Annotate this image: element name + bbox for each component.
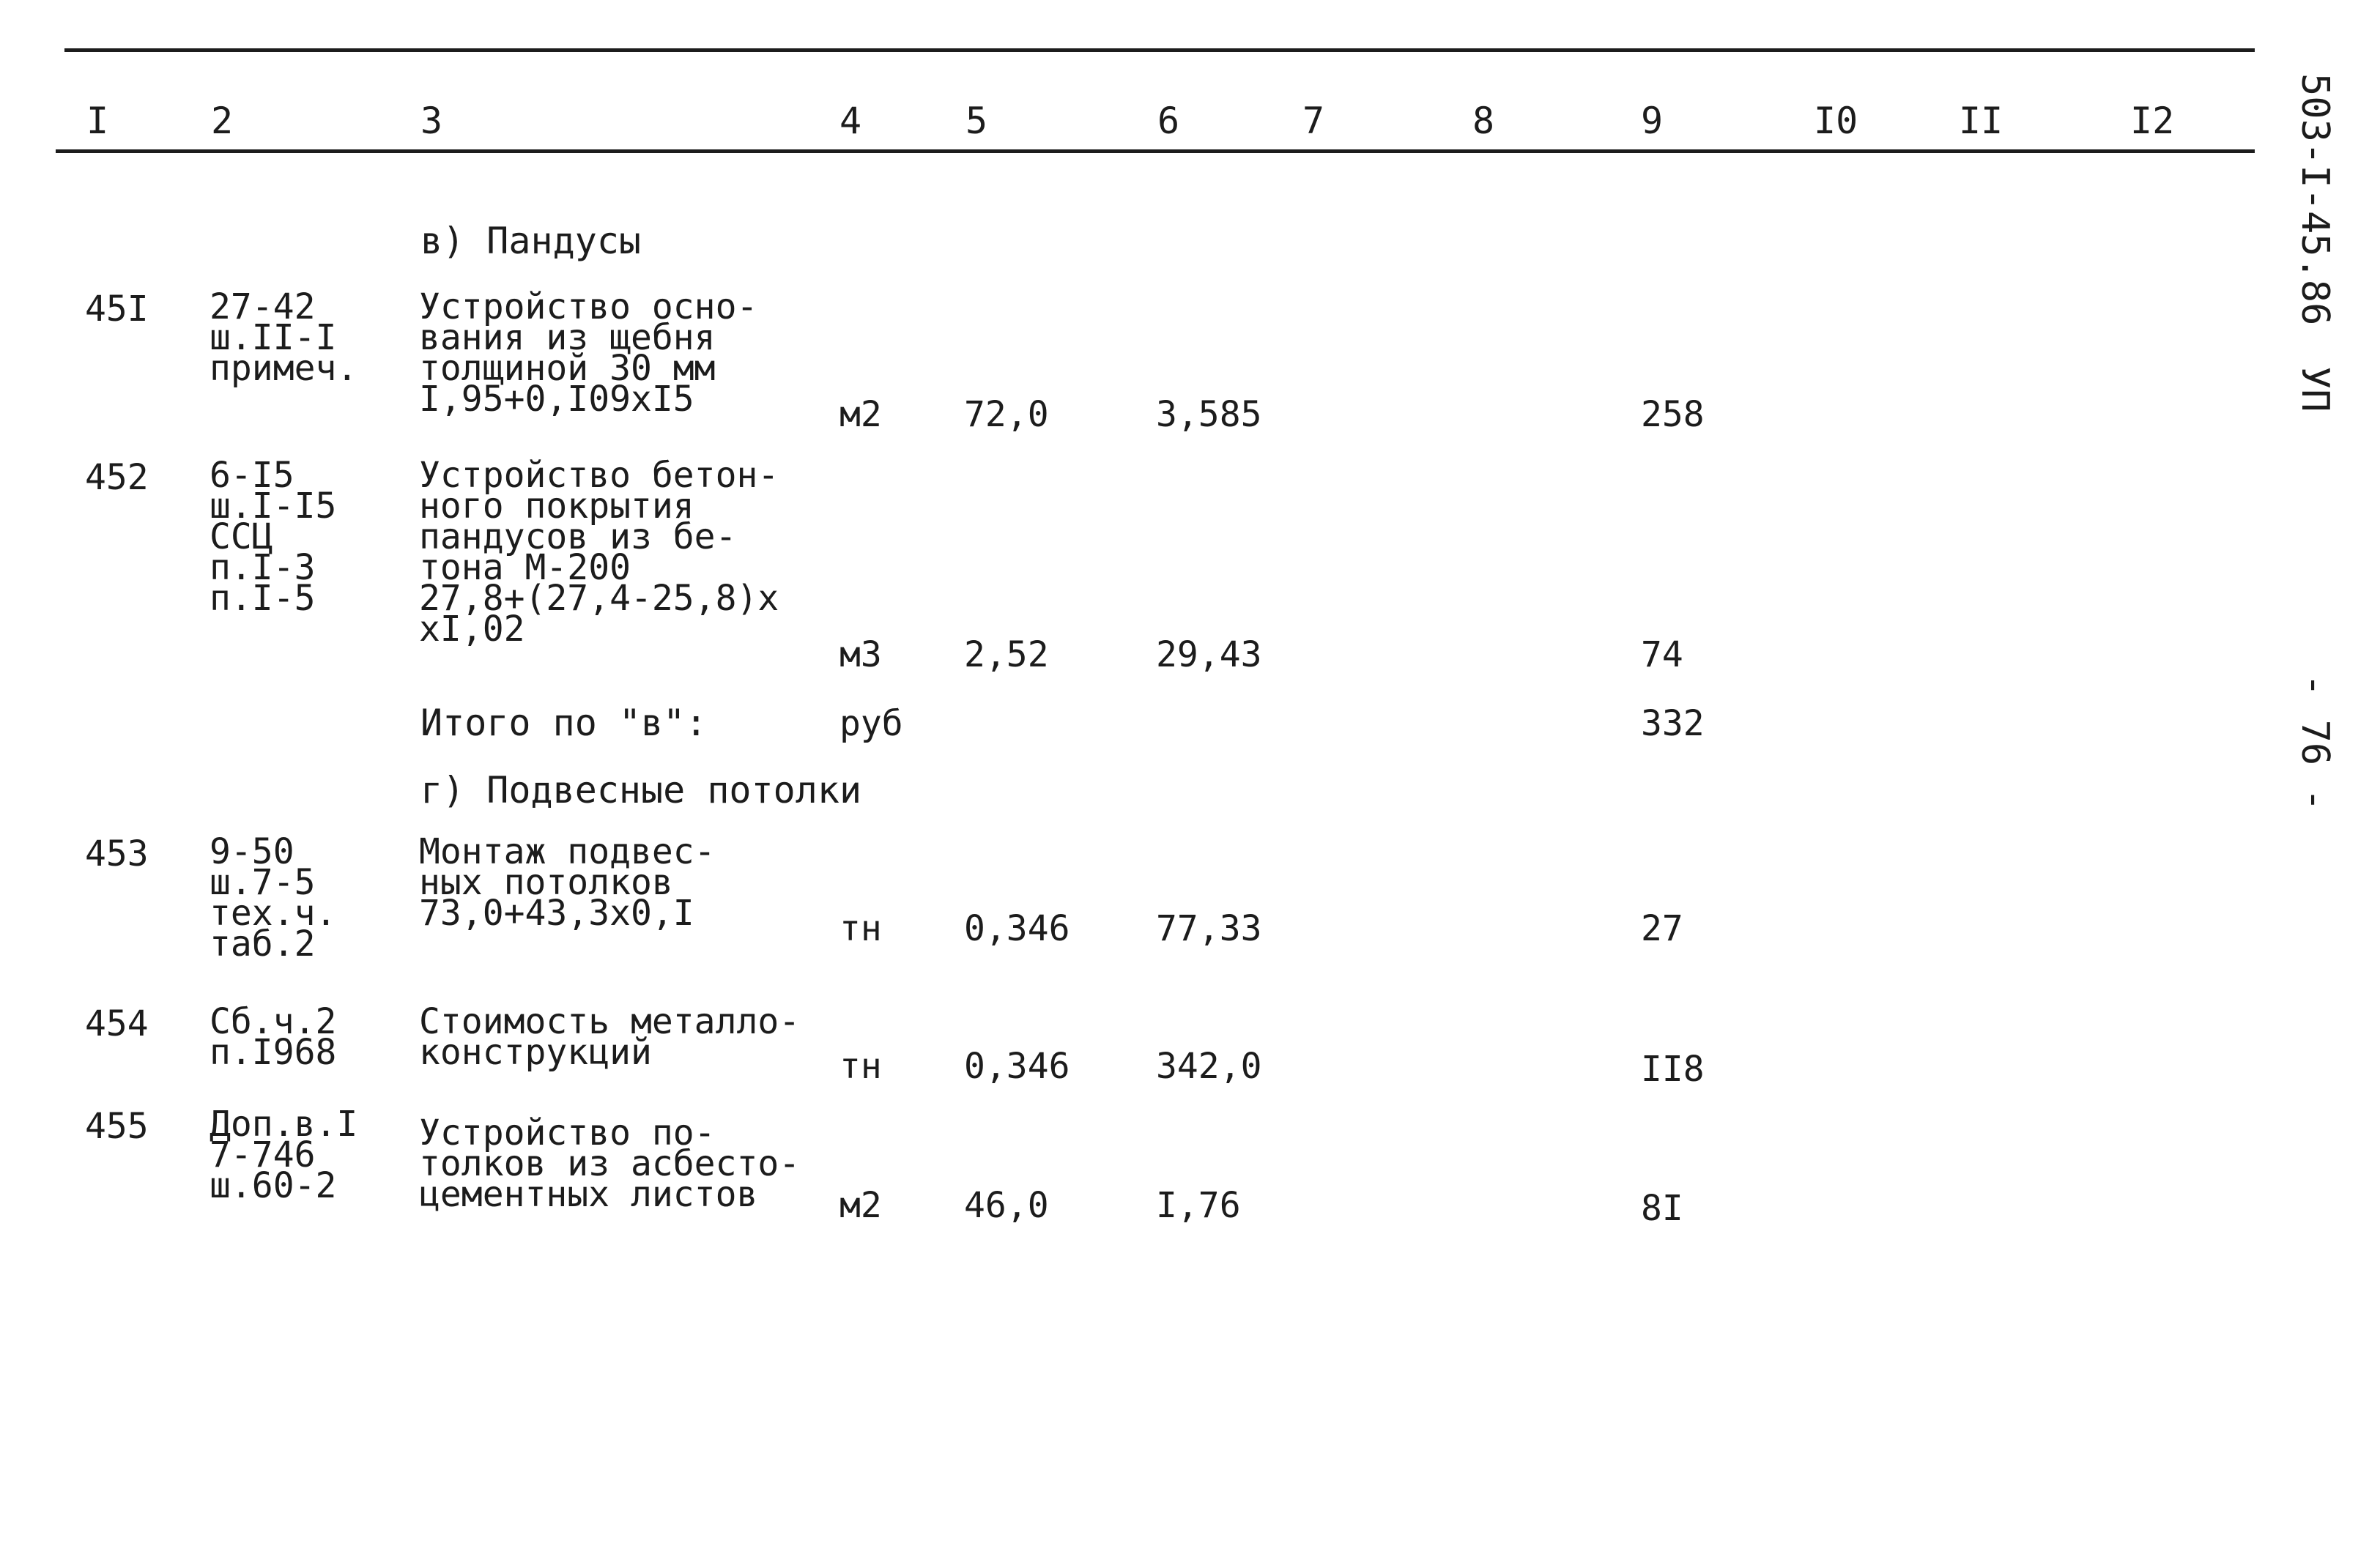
row-unit-price: 29,43 <box>1156 634 1262 675</box>
col-header-3: 3 <box>420 100 443 142</box>
header-rule <box>56 149 2255 153</box>
row-description: Устройство бетон- ного покрытия пандусов из бе- тона М-200 27,8+(27,4-25,8)x xI,02 <box>419 455 779 650</box>
row-total: 74 <box>1641 634 1683 675</box>
row-description: Устройство по- толков из асбесто- цементных листов <box>419 1112 801 1215</box>
col-header-7: 7 <box>1302 100 1325 142</box>
col-header-1: I <box>86 100 109 142</box>
col-header-2: 2 <box>211 100 234 142</box>
page-number: - 76 - <box>2293 674 2337 811</box>
row-code: Сб.ч.2 п.I968 <box>210 1001 337 1073</box>
row-total: 258 <box>1641 394 1705 435</box>
row-number: 452 <box>85 457 149 498</box>
row-code: 6-I5 ш.I-I5 ССЦ п.I-3 п.I-5 <box>210 455 337 619</box>
row-total: II8 <box>1641 1049 1705 1090</box>
row-quantity: 0,346 <box>964 908 1070 949</box>
row-description: Стоимость металло- конструкций <box>419 1001 801 1073</box>
row-unit: тн <box>839 908 882 949</box>
col-header-12: I2 <box>2130 100 2175 142</box>
row-quantity: 46,0 <box>964 1185 1049 1226</box>
col-header-4: 4 <box>839 100 862 142</box>
subtotal-label: Итого по "в": <box>420 702 708 744</box>
row-number: 453 <box>85 833 149 874</box>
row-code: Доп.в.I 7-746 ш.60-2 <box>210 1104 358 1206</box>
col-header-11: II <box>1959 100 2003 142</box>
row-description: Устройство осно- вания из щебня толщиной 30 мм I,95+0,I09xI5 <box>419 286 758 420</box>
row-unit: м2 <box>839 1185 882 1226</box>
row-unit: м2 <box>839 394 882 435</box>
doc-code: 503-I-45.86 <box>2293 73 2337 326</box>
row-number: 45I <box>85 289 149 330</box>
row-unit-price: 77,33 <box>1156 908 1262 949</box>
row-number: 455 <box>85 1106 149 1147</box>
row-unit-price: 3,585 <box>1156 394 1262 435</box>
row-description: Монтаж подвес- ных потолков 73,0+43,3x0,I <box>419 831 716 934</box>
row-unit: м3 <box>839 634 882 675</box>
row-total: 27 <box>1641 908 1683 949</box>
row-total: 8I <box>1641 1188 1683 1229</box>
top-rule <box>64 48 2255 52</box>
col-header-8: 8 <box>1472 100 1495 142</box>
row-quantity: 0,346 <box>964 1046 1070 1087</box>
section-title-v: в) Пандусы <box>420 220 642 262</box>
row-quantity: 72,0 <box>964 394 1049 435</box>
col-header-5: 5 <box>965 100 988 142</box>
subtotal-unit: руб <box>839 703 903 744</box>
section-title-g: г) Подвесные потолки <box>420 769 862 811</box>
row-unit: тн <box>839 1046 882 1087</box>
col-header-6: 6 <box>1157 100 1180 142</box>
row-code: 27-42 ш.II-I примеч. <box>210 286 358 389</box>
col-header-10: I0 <box>1814 100 1858 142</box>
subtotal-value: 332 <box>1641 703 1705 744</box>
row-unit-price: I,76 <box>1156 1185 1241 1226</box>
row-unit-price: 342,0 <box>1156 1046 1262 1087</box>
col-header-9: 9 <box>1641 100 1664 142</box>
row-code: 9-50 ш.7-5 тех.ч. таб.2 <box>210 831 337 965</box>
row-number: 454 <box>85 1003 149 1044</box>
album-number: УП <box>2293 366 2337 412</box>
row-quantity: 2,52 <box>964 634 1049 675</box>
